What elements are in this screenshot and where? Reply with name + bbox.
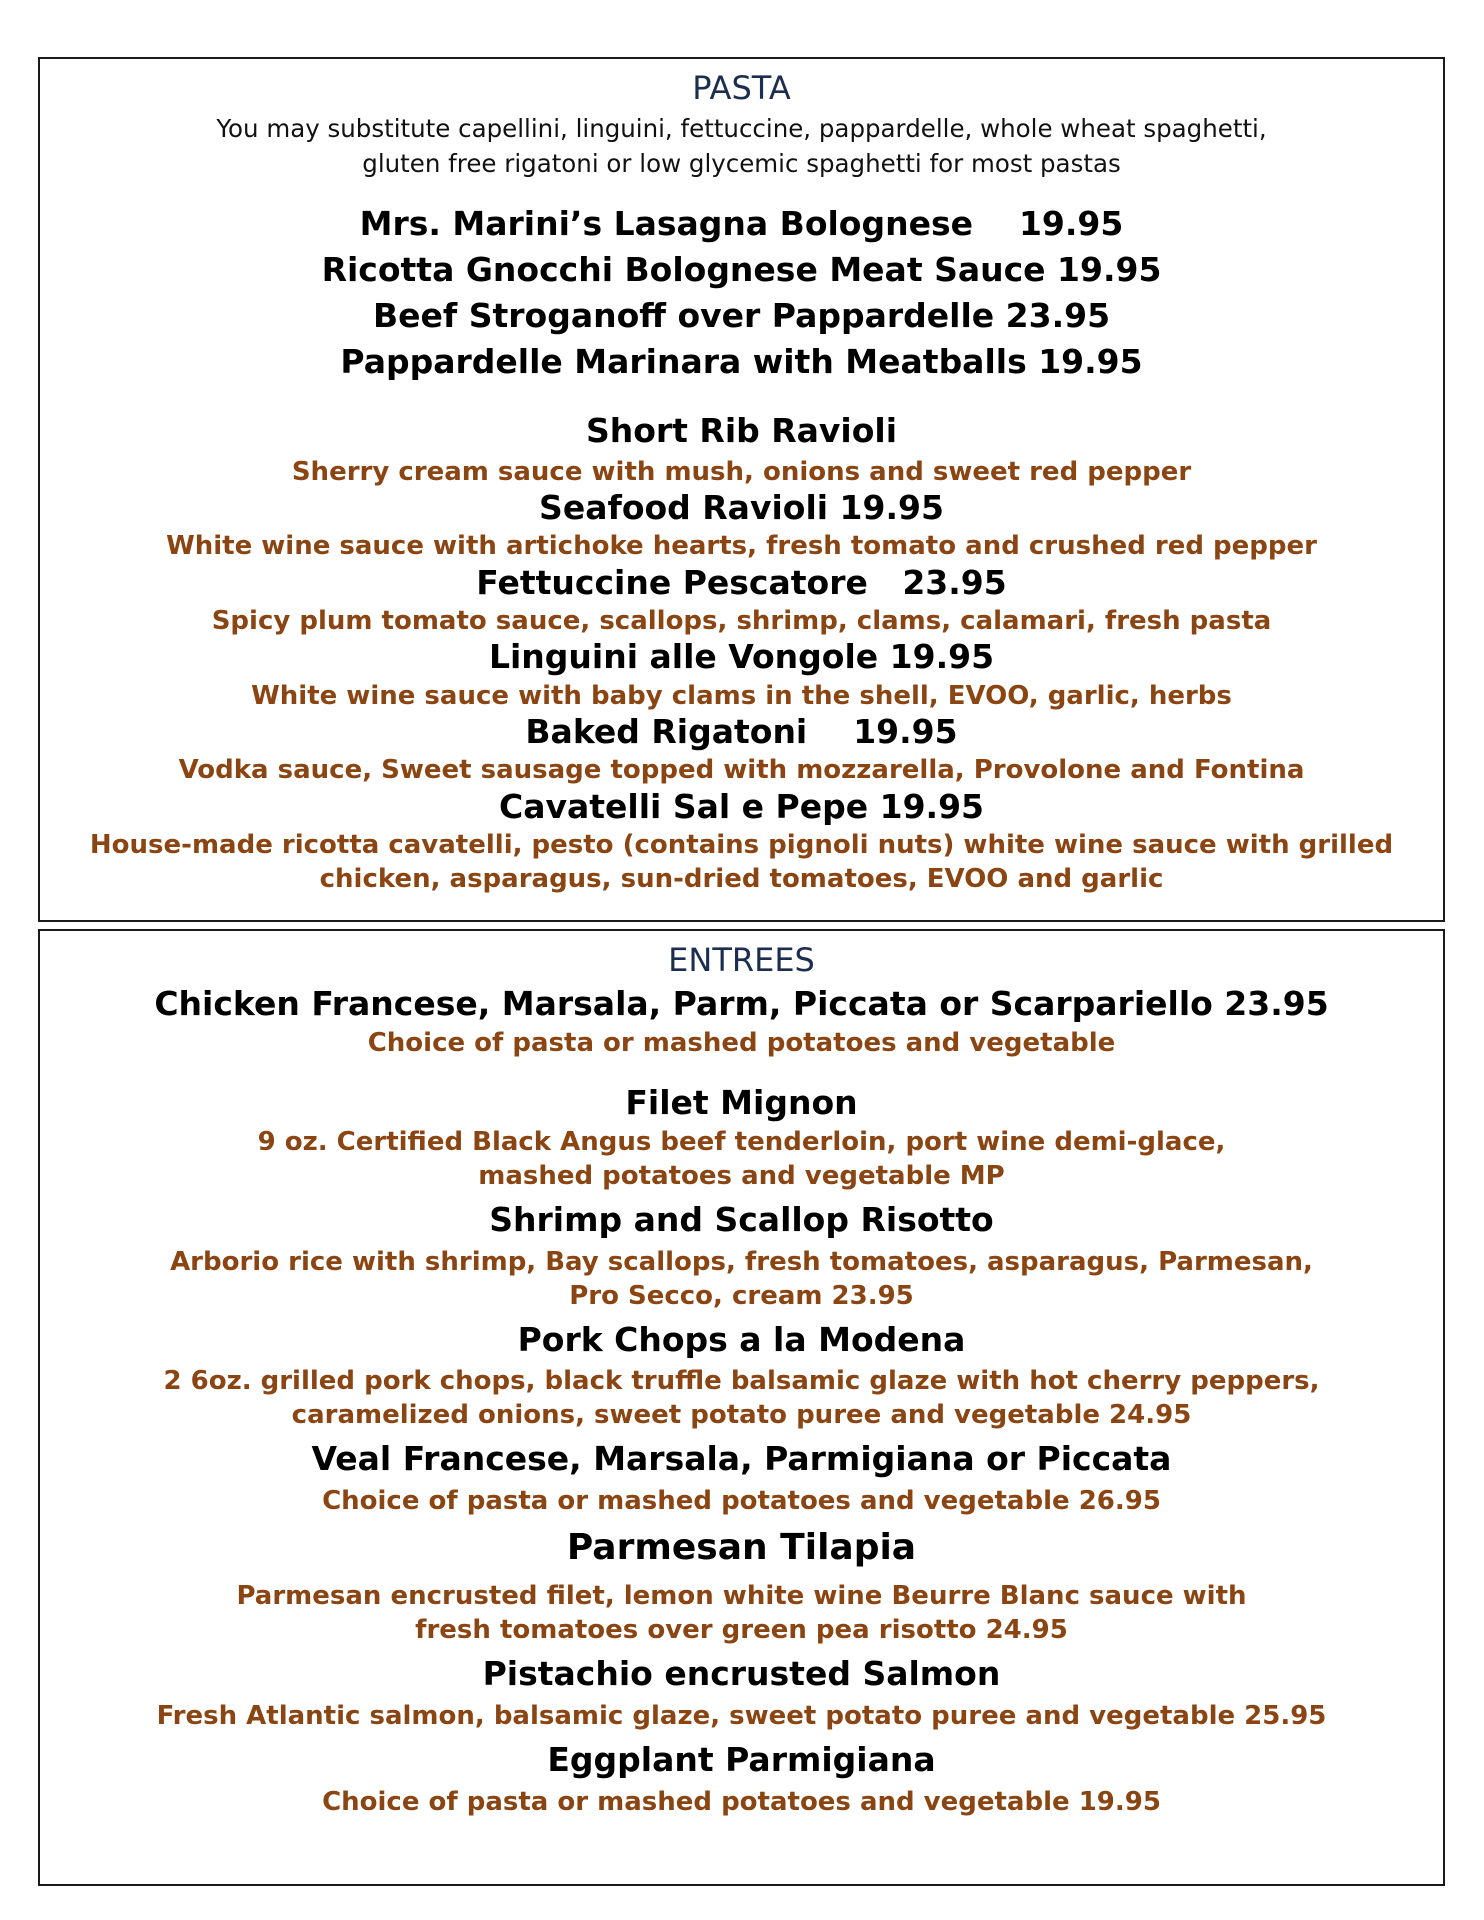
pasta-item-desc: White wine sauce with artichoke hearts, fresh tomato and crushed red pepper [166, 531, 1317, 561]
pasta-item-name: Seafood Ravioli 19.95 [539, 488, 944, 527]
entree-item-name: Pistachio encrusted Salmon [482, 1654, 1001, 1693]
entree-item-desc: caramelized onions, sweet potato puree and vegetable 24.95 [291, 1400, 1192, 1430]
entree-item-desc: Arborio rice with shrimp, Bay scallops, fresh tomatoes, asparagus, Parmesan, [170, 1247, 1313, 1277]
entree-item-desc: Parmesan encrusted filet, lemon white wine Beurre Blanc sauce with [236, 1581, 1247, 1611]
entree-item-name: Parmesan Tilapia [566, 1527, 917, 1568]
entree-item-desc: Pro Secco, cream 23.95 [569, 1281, 914, 1311]
entree-item-desc: 2 6oz. grilled pork chops, black truffle balsamic glaze with hot cherry peppers, [163, 1366, 1320, 1396]
pasta-note-line-1: You may substitute capellini, linguini, fettuccine, pappardelle, whole wheat spaghetti, [216, 114, 1267, 143]
pasta-item-desc: House-made ricotta cavatelli, pesto (contains pignoli nuts) white wine sauce with grilled [89, 830, 1394, 860]
pasta-item-desc: Vodka sauce, Sweet sausage topped with mozzarella, Provolone and Fontina [178, 755, 1305, 785]
pasta-item-desc: Spicy plum tomato sauce, scallops, shrimp, clams, calamari, fresh pasta [211, 606, 1272, 636]
entree-item-desc: Choice of pasta or mashed potatoes and vegetable 19.95 [322, 1787, 1161, 1817]
entree-item-name: Shrimp and Scallop Risotto [489, 1200, 994, 1239]
pasta-item-desc: White wine sauce with baby clams in the shell, EVOO, garlic, herbs [251, 681, 1232, 711]
pasta-simple-item: Mrs. Marini’s Lasagna Bolognese 19.95 [359, 204, 1124, 243]
pasta-item-desc: chicken, asparagus, sun-dried tomatoes, EVOO and garlic [319, 864, 1164, 894]
pasta-note-line-2: gluten free rigatoni or low glycemic spaghetti for most pastas [362, 149, 1121, 178]
entree-item-name: Veal Francese, Marsala, Parmigiana or Piccata [311, 1439, 1172, 1478]
entree-item-desc: fresh tomatoes over green pea risotto 24.95 [415, 1615, 1068, 1645]
pasta-section [38, 57, 1445, 922]
pasta-item-name: Cavatelli Sal e Pepe 19.95 [499, 787, 984, 826]
entree-item-name: Filet Mignon [625, 1083, 858, 1122]
entrees-heading: ENTREES [668, 941, 815, 979]
pasta-simple-item: Beef Stroganoff over Pappardelle 23.95 [372, 296, 1111, 335]
pasta-item-name: Fettuccine Pescatore 23.95 [476, 563, 1007, 602]
entree-item-name: Chicken Francese, Marsala, Parm, Piccata or Scarpariello 23.95 [154, 984, 1329, 1023]
pasta-item-name: Linguini alle Vongole 19.95 [488, 637, 995, 676]
entree-item-desc: Fresh Atlantic salmon, balsamic glaze, sweet potato puree and vegetable 25.95 [156, 1701, 1327, 1731]
entree-item-name: Pork Chops a la Modena [517, 1320, 966, 1359]
pasta-item-name: Short Rib Ravioli [585, 411, 898, 450]
pasta-heading: PASTA [692, 69, 791, 107]
entree-item-desc: Choice of pasta or mashed potatoes and vegetable 26.95 [322, 1486, 1161, 1516]
pasta-item-name: Baked Rigatoni 19.95 [525, 712, 958, 751]
pasta-item-desc: Sherry cream sauce with mush, onions and sweet red pepper [291, 457, 1192, 487]
entree-item-desc: mashed potatoes and vegetable MP [478, 1161, 1005, 1191]
entree-item-name: Eggplant Parmigiana [547, 1740, 936, 1779]
entree-item-desc: Choice of pasta or mashed potatoes and vegetable [367, 1028, 1116, 1058]
pasta-simple-item: Ricotta Gnocchi Bolognese Meat Sauce 19.95 [321, 250, 1162, 289]
entree-item-desc: 9 oz. Certified Black Angus beef tenderloin, port wine demi-glace, [257, 1127, 1226, 1157]
entrees-section [38, 929, 1445, 1886]
pasta-simple-item: Pappardelle Marinara with Meatballs 19.95 [340, 342, 1143, 381]
